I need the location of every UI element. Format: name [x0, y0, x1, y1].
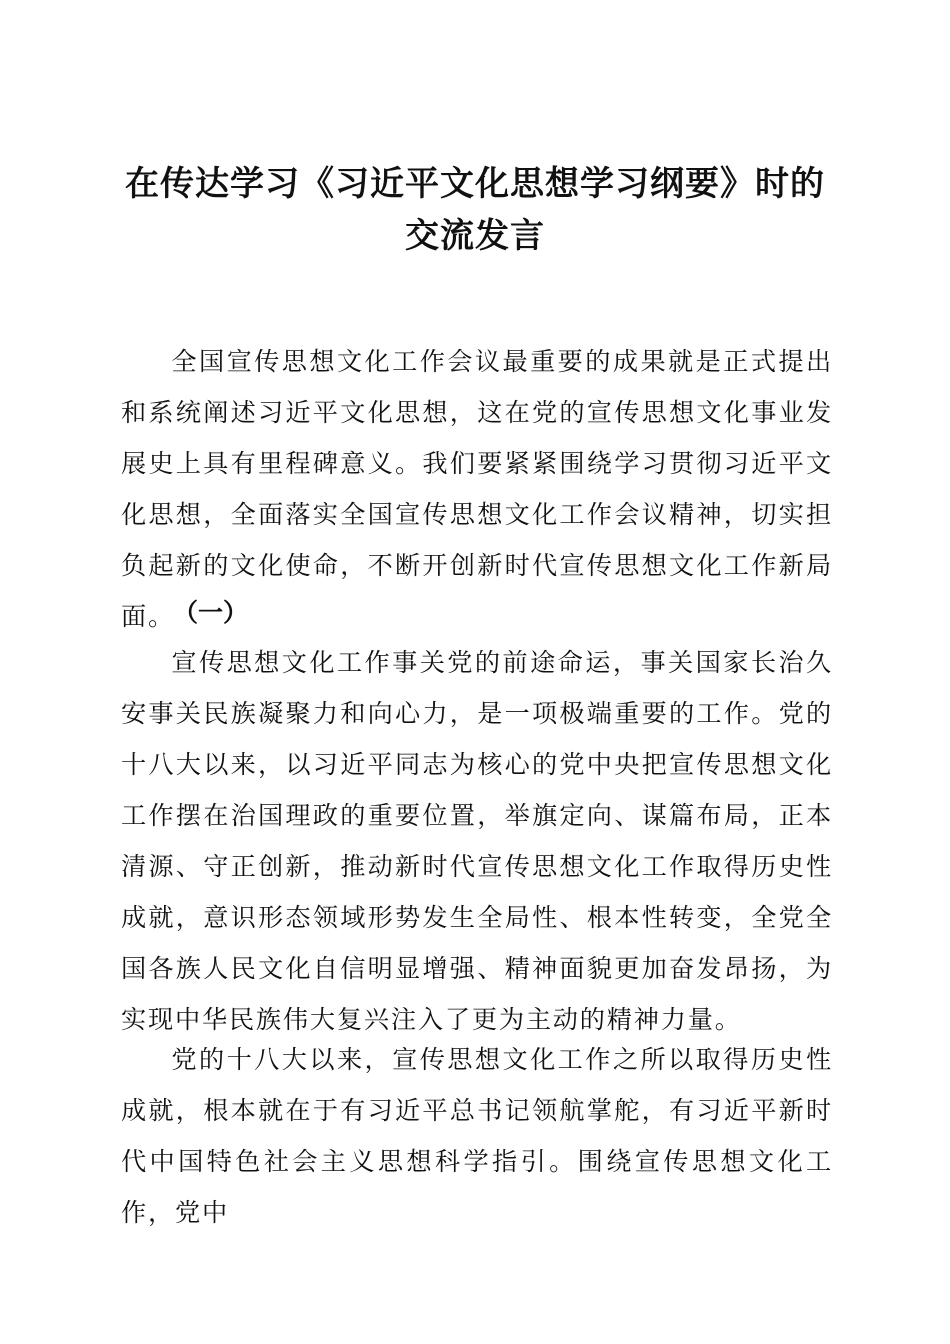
paragraph-2 — [121, 637, 833, 1045]
document-title-line-1: 在传达学习《习近平文化思想学习纲要》时的 — [125, 164, 825, 204]
paragraph-1-text: 全国宣传思想文化工作会议最重要的成果就是正式提出和系统阐述习近平文化思想，这在党的宣传思想文化事业发展史上具有里程碑意义。我们要紧紧围绕学习贯彻习近平文化思想，全面落实全国宣传思想文化工作会议精神，切实担负起新的文化使命，不断开创新时代宣传思想文化工作新局面。 — [121, 347, 833, 631]
paragraph-3 — [121, 1034, 833, 1238]
document-title-line-2: 交流发言 — [405, 216, 545, 256]
paragraph-3-text: 党的十八大以来，宣传思想文化工作之所以取得历史性成就，根本就在于有习近平总书记领航掌舵，有习近平新时代中国特色社会主义思想科学指引。围绕宣传思想文化工作，党中 — [121, 1045, 833, 1227]
paragraph-2-text: 宣传思想文化工作事关党的前途命运，事关国家长治久安事关民族凝聚力和向心力，是一项极端重要的工作。党的十八大以来，以习近平同志为核心的党中央把宣传思想文化工作摆在治国理政的重要位置，举旗定向、谋篇布局，正本清源、守正创新，推动新时代宣传思想文化工作取得历史性成就，意识形态领域形势发生全局性、根本性转变，全党全国各族人民文化自信明显增强、精神面貌更加奋发昂扬，为实现中华民族伟大复兴注入了更为主动的精神力量。 — [121, 648, 833, 1034]
section-heading: （一） — [173, 598, 249, 627]
